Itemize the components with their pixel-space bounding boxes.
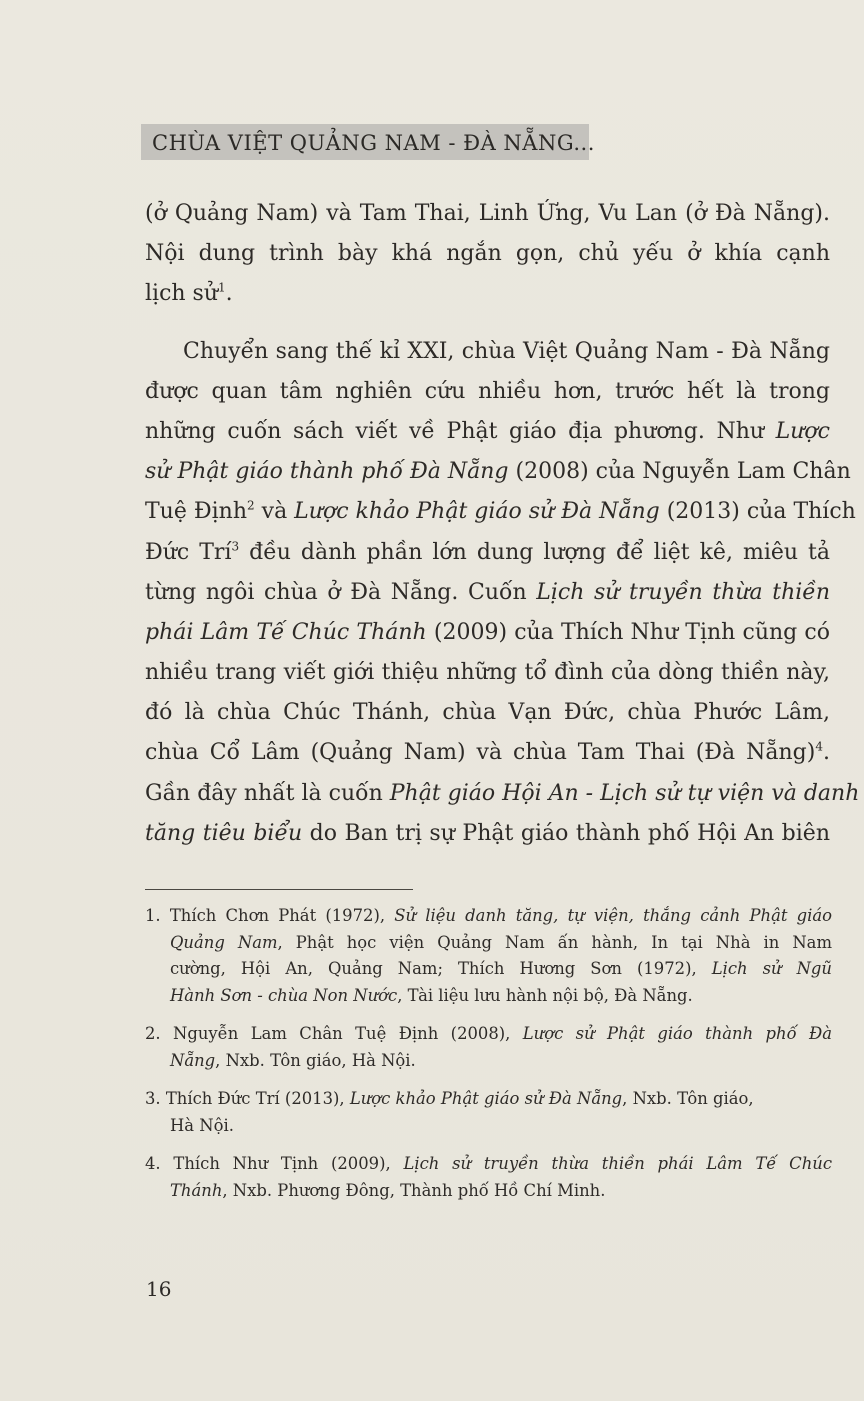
body-line: Gần đây nhất là cuốn Phật giáo Hội An - Lịch sử tự viện và danh <box>145 780 860 806</box>
body-line: Tuệ Định$^2$ và Lược khảo Phật giáo sử Đà Nẵng (2013) của Thích <box>145 498 856 525</box>
book-title: tăng tiêu biểu <box>145 820 303 846</box>
book-title: sử Phật giáo thành phố Đà Nẵng <box>145 459 509 485</box>
body-line: từng ngôi chùa ở Đà Nẵng. Cuốn Lịch sử truyền thừa thiền <box>145 579 830 605</box>
body-line: những cuốn sách viết về Phật giáo địa phương. Như Lược <box>145 418 830 444</box>
body-line: lịch sử$^1$. <box>145 281 233 307</box>
body-line: Đức Trí$^3$ đều dành phần lớn dung lượng để liệt kê, miêu tả <box>145 539 830 565</box>
footnote-separator <box>145 889 413 890</box>
footnote-2: 2. Nguyễn Lam Chân Tuệ Định (2008), Lược sử Phật giáo thành phố Đà Nẵng, Nxb. Tôn giáo, Hà Nội. <box>145 1024 833 1070</box>
body-line: Chuyển sang thế kỉ XXI, chùa Việt Quảng Nam - Đà Nẵng <box>183 338 830 364</box>
footnote-3: 3. Thích Đức Trí (2013), Lược khảo Phật giáo sử Đà Nẵng, Nxb. Tôn giáo, Hà Nội. <box>145 1089 754 1135</box>
book-title: Phật giáo Hội An - Lịch sử tự viện và danh <box>389 780 860 806</box>
footnote-ref: 4 <box>815 740 823 755</box>
body-line: tăng tiêu biểu do Ban trị sự Phật giáo thành phố Hội An biên <box>145 820 830 846</box>
body-line: nhiều trang viết giới thiệu những tổ đình của dòng thiền này, <box>145 660 830 686</box>
body-line: sử Phật giáo thành phố Đà Nẵng (2008) của Nguyễn Lam Chân <box>145 459 851 485</box>
footnote-1: 1. Thích Chơn Phát (1972), Sử liệu danh tăng, tự viện, thắng cảnh Phật giáo Quảng Nam, Phật học viện Quảng Nam ấn hành, In tại Nhà in Nam cường, Hội An, Quảng Nam; Thích Hương Sơn (1972), Lịch sử Ngũ Hành Sơn - chùa Non Nước, Tài liệu lưu hành nội bộ, Đà Nẵng. <box>145 906 832 1005</box>
book-title: phái Lâm Tế Chúc Thánh <box>145 619 427 645</box>
running-header-title: CHÙA VIỆT QUẢNG NAM - ĐÀ NẴNG... <box>152 131 595 155</box>
body-text <box>145 194 860 854</box>
footnote-ref: 3 <box>231 539 240 554</box>
body-line: phái Lâm Tế Chúc Thánh (2009) của Thích Như Tịnh cũng có <box>145 619 831 645</box>
footnotes <box>145 903 832 1216</box>
body-line: (ở Quảng Nam) và Tam Thai, Linh Ứng, Vu Lan (ở Đà Nẵng). <box>145 201 830 226</box>
book-title: Lịch sử truyền thừa thiền <box>536 579 830 605</box>
book-title: Lược <box>775 418 830 444</box>
footnote-4: 4. Thích Như Tịnh (2009), Lịch sử truyền thừa thiền phái Lâm Tế Chúc Thánh, Nxb. Phương Đông, Thành phố Hồ Chí Minh. <box>145 1154 832 1200</box>
page-number: 16 <box>146 1277 172 1301</box>
body-line: Nội dung trình bày khá ngắn gọn, chủ yếu ở khía cạnh <box>145 241 830 267</box>
body-line: được quan tâm nghiên cứu nhiều hơn, trước hết là trong <box>145 378 830 404</box>
footnote-ref: 2 <box>247 498 255 513</box>
book-title: Lược khảo Phật giáo sử Đà Nẵng <box>294 499 660 525</box>
body-line: đó là chùa Chúc Thánh, chùa Vạn Đức, chùa Phước Lâm, <box>145 700 830 726</box>
footnote-ref: 1 <box>218 281 226 296</box>
body-line: chùa Cổ Lâm (Quảng Nam) và chùa Tam Thai (Đà Nẵng)$^4$. <box>145 740 830 766</box>
